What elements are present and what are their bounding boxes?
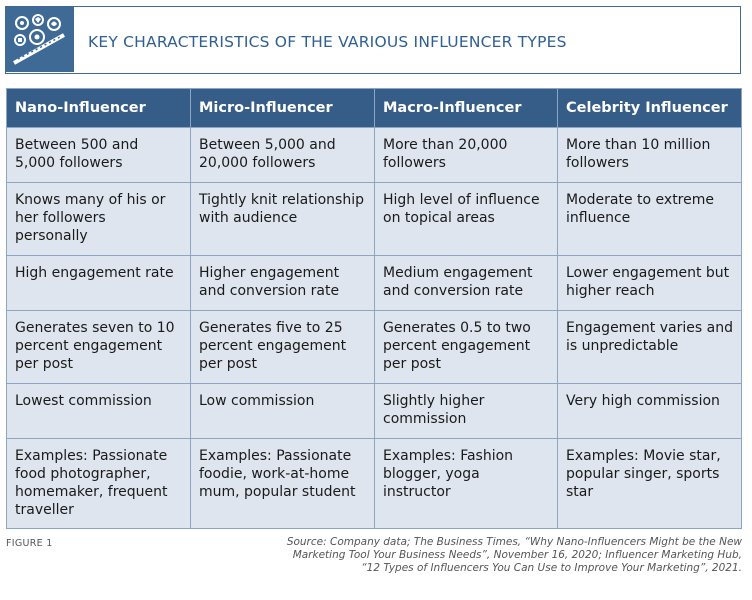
column-header-celebrity: Celebrity Influencer bbox=[558, 89, 742, 128]
source-citation: Source: Company data; The Business Times, “Why Nano-Influencers Might be the New Marketing Tool Your Business Needs”, November 16, 2020; Influencer Marketing Hub, “12 Types of Influencers You Can Use to Improve Your Marketing”, 2021. bbox=[286, 536, 742, 574]
table-cell: More than 20,000 followers bbox=[375, 128, 558, 183]
table-cell: Very high commission bbox=[558, 384, 742, 439]
table-cell: More than 10 million followers bbox=[558, 128, 742, 183]
influencer-table bbox=[6, 88, 742, 529]
page-title: KEY CHARACTERISTICS OF THE VARIOUS INFLUENCER TYPES bbox=[88, 33, 567, 51]
table-cell: Low commission bbox=[191, 384, 375, 439]
column-header-micro: Micro-Influencer bbox=[191, 89, 375, 128]
table-cell: Between 5,000 and 20,000 followers bbox=[191, 128, 375, 183]
table-cell: Slightly higher commission bbox=[375, 384, 558, 439]
table-cell: Lowest commission bbox=[7, 384, 191, 439]
table-cell: Generates 0.5 to two percent engagement per post bbox=[375, 311, 558, 384]
influencer-icon bbox=[6, 7, 74, 72]
table-cell: High engagement rate bbox=[7, 256, 191, 311]
table-cell: High level of influence on topical areas bbox=[375, 183, 558, 256]
table-header-row bbox=[7, 89, 742, 128]
table-cell: Moderate to extreme influence bbox=[558, 183, 742, 256]
table-cell: Tightly knit relationship with audience bbox=[191, 183, 375, 256]
table-row-engagement bbox=[7, 256, 742, 311]
table-row-engagement-per-post bbox=[7, 311, 742, 384]
column-header-nano: Nano-Influencer bbox=[7, 89, 191, 128]
table-cell: Lower engagement but higher reach bbox=[558, 256, 742, 311]
table-cell: Examples: Passionate foodie, work-at-home mum, popular student bbox=[191, 439, 375, 529]
table-cell: Examples: Passionate food photographer, homemaker, frequent traveller bbox=[7, 439, 191, 529]
table-cell: Between 500 and 5,000 followers bbox=[7, 128, 191, 183]
table-cell: Examples: Fashion blogger, yoga instructor bbox=[375, 439, 558, 529]
table-cell: Engagement varies and is unpredictable bbox=[558, 311, 742, 384]
table-cell: Knows many of his or her followers personally bbox=[7, 183, 191, 256]
table-row-influence bbox=[7, 183, 742, 256]
column-header-macro: Macro-Influencer bbox=[375, 89, 558, 128]
figure-header bbox=[5, 6, 741, 74]
table-row-commission bbox=[7, 384, 742, 439]
table-row-examples bbox=[7, 439, 742, 529]
table-cell: Generates five to 25 percent engagement per post bbox=[191, 311, 375, 384]
table-row-followers bbox=[7, 128, 742, 183]
table-cell: Medium engagement and conversion rate bbox=[375, 256, 558, 311]
table-cell: Generates seven to 10 percent engagement per post bbox=[7, 311, 191, 384]
table-cell: Higher engagement and conversion rate bbox=[191, 256, 375, 311]
figure-label: FIGURE 1 bbox=[6, 538, 53, 549]
table-cell: Examples: Movie star, popular singer, sports star bbox=[558, 439, 742, 529]
